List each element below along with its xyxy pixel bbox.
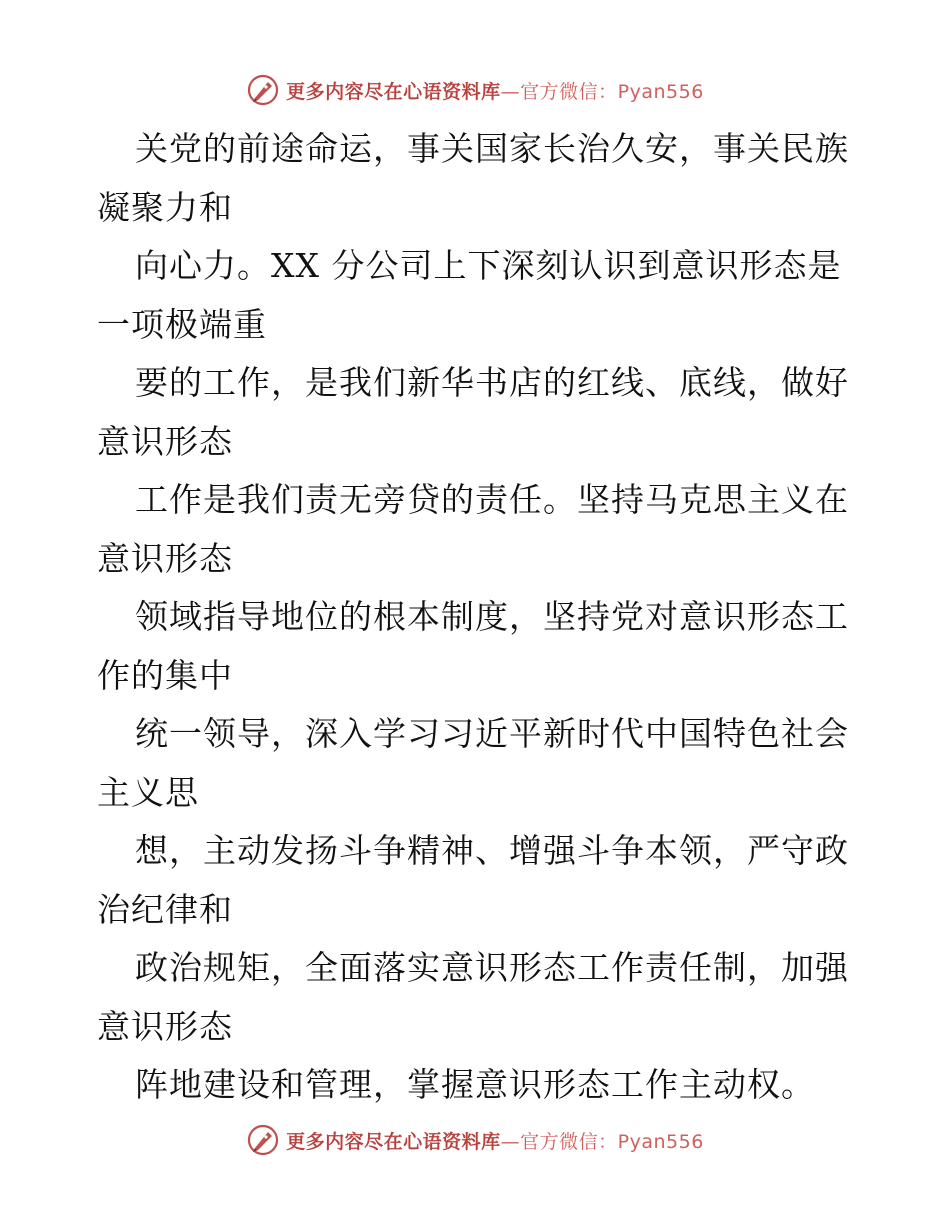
body-line: 阵地建设和管理，掌握意识形态工作主动权。 (135, 1065, 815, 1104)
pen-nib-logo-icon (246, 1123, 280, 1157)
pen-nib-logo-icon (246, 73, 280, 107)
body-line: 凝聚力和 (97, 187, 233, 227)
document-body (97, 120, 857, 1115)
body-line: 治纪律和 (97, 889, 233, 929)
header-banner (0, 70, 950, 110)
body-line: 主义思 (97, 772, 199, 812)
body-line: 政治规矩，全面落实意识形态工作责任制，加强 (135, 948, 849, 987)
banner-lead: 更多内容尽在心语资料库 (286, 80, 501, 103)
banner-lead: 更多内容尽在心语资料库 (286, 1130, 501, 1153)
body-line: 一项极端重 (97, 304, 267, 344)
banner-text (286, 1127, 704, 1154)
banner-text (286, 77, 704, 104)
body-line: 意识形态 (97, 421, 233, 461)
body-line: 关党的前途命运，事关国家长治久安，事关民族 (135, 129, 849, 168)
body-line: 作的集中 (97, 655, 233, 695)
body-line: 统一领导，深入学习习近平新时代中国特色社会 (135, 714, 849, 753)
body-line: 领域指导地位的根本制度，坚持党对意识形态工 (135, 597, 849, 636)
body-line: 意识形态 (97, 1006, 233, 1046)
banner-wechat: —官方微信：Pyan556 (500, 1130, 704, 1153)
footer-banner (0, 1120, 950, 1160)
banner-wechat: —官方微信：Pyan556 (500, 80, 704, 103)
body-line: 工作是我们责无旁贷的责任。坚持马克思主义在 (135, 480, 849, 519)
body-line: 要的工作，是我们新华书店的红线、底线，做好 (135, 363, 849, 402)
body-line: 向心力。XX 分公司上下深刻认识到意识形态是 (135, 246, 842, 285)
body-line: 想，主动发扬斗争精神、增强斗争本领，严守政 (135, 831, 849, 870)
body-line: 意识形态 (97, 538, 233, 578)
